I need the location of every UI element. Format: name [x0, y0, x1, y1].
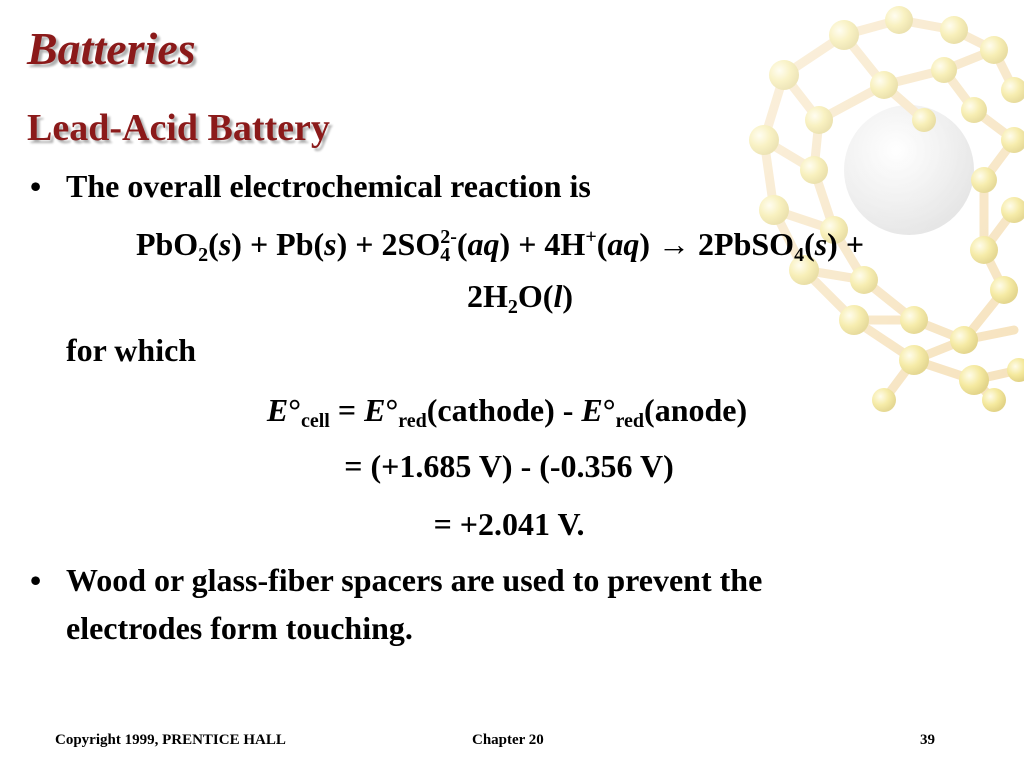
degree: ° [385, 392, 399, 428]
reaction-equation-line-1 [0, 226, 1000, 267]
footer-copyright: Copyright 1999, PRENTICE HALL [55, 732, 286, 748]
subscript: 2 [507, 296, 518, 318]
bullet-text: The overall electrochemical reaction is [66, 168, 591, 204]
superscript: 2- [440, 226, 457, 248]
reaction-term: ) + 2SO [336, 226, 441, 262]
ered-symbol: E [364, 392, 386, 428]
for-which-text: for which [66, 332, 197, 368]
subscript: 2 [198, 244, 209, 266]
ecell-equation [7, 392, 1007, 433]
degree: ° [288, 392, 301, 428]
cathode-term: (cathode) - [426, 392, 582, 428]
state-aqueous: aq [467, 226, 500, 262]
bullet-dot: • [30, 168, 42, 204]
bullet-dot: • [30, 562, 42, 598]
subscript: cell [300, 410, 330, 432]
reaction-term: PbO [135, 226, 199, 262]
reaction-term: O( [517, 278, 554, 314]
footer-page-number: 39 [920, 732, 935, 748]
state-solid: s [218, 226, 232, 262]
subscript: 4 [440, 244, 451, 266]
spacer [690, 226, 698, 262]
calc-line-1: = (+1.685 V) - (-0.356 V) [344, 448, 674, 484]
subscript: red [615, 410, 645, 432]
slide-subtitle: Lead-Acid Battery [27, 107, 330, 149]
subscript: red [398, 410, 427, 432]
footer-chapter: Chapter 20 [472, 732, 544, 748]
state-solid: s [814, 226, 828, 262]
reaction-term: ) + [827, 226, 865, 262]
arrow-icon: → [658, 226, 691, 262]
reaction-term: ) + Pb( [231, 226, 325, 262]
degree: ° [602, 392, 616, 428]
reaction-term: 2H [467, 278, 508, 314]
paren-close: ) [639, 226, 659, 262]
paren-open: ( [804, 226, 815, 262]
reaction-equation-line-2 [20, 278, 1020, 319]
paren-open: ( [596, 226, 608, 262]
equals: = [329, 392, 365, 428]
ecell-symbol: E [266, 392, 289, 428]
state-solid: s [324, 226, 337, 262]
calc-line-2: = +2.041 V. [433, 506, 585, 542]
ered-symbol: E [581, 392, 603, 428]
state-aqueous: aq [607, 226, 640, 262]
subscript: 4 [794, 244, 805, 266]
paren-open: ( [456, 226, 468, 262]
bullet-text-continued: electrodes form touching. [66, 610, 413, 646]
reaction-term: 2PbSO [698, 226, 795, 262]
bullet-text: Wood or glass-fiber spacers are used to prevent the [66, 562, 763, 598]
superscript: + [585, 226, 597, 248]
reaction-term: ) + 4H [499, 226, 586, 262]
paren-open: ( [208, 226, 219, 262]
slide-title: Batteries [27, 23, 196, 74]
anode-term: (anode) [644, 392, 748, 428]
fullerene-molecule-image [724, 0, 1024, 420]
state-liquid: l [553, 278, 563, 314]
paren-close: ) [562, 278, 573, 314]
